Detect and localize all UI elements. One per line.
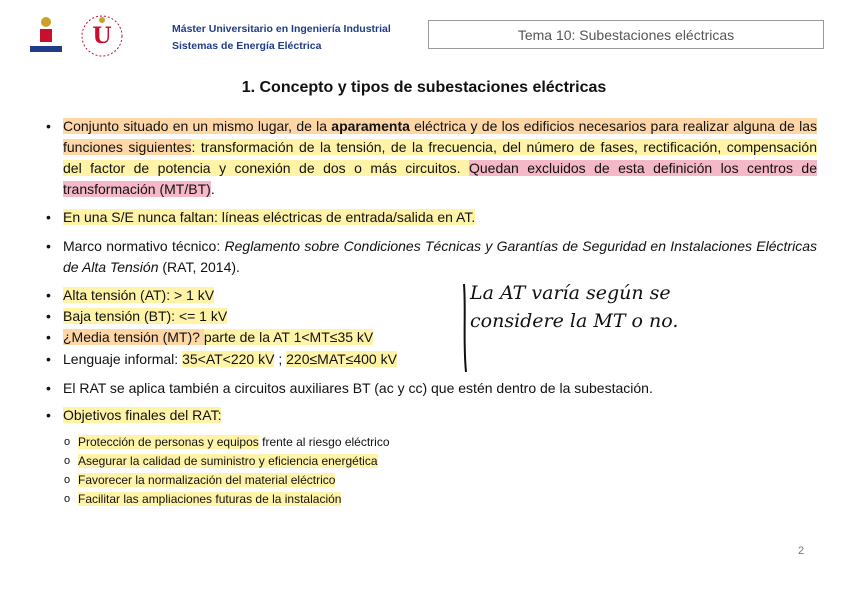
- definition-functions: : transformación de la tensión, de la frecuencia, del número de fases, rectificación, compensación del factor de potencia y conexión de dos o más circuitos.: [63, 139, 817, 176]
- regulation-name: Reglamento sobre Condiciones Técnicas y Garantías de Seguridad en Instalaciones Eléctricas de Alta Tensión: [63, 238, 817, 275]
- bullet-text: [63, 207, 817, 228]
- bullet-text: [63, 285, 463, 306]
- bullet-text: [63, 116, 817, 200]
- protection-highlight: Protección de personas y equipos: [78, 435, 259, 449]
- handwritten-note-line2: considere la MT o no.: [470, 310, 679, 332]
- definition-part-2: eléctrica y de los edificios necesarios para realizar alguna de las funciones siguientes: [63, 118, 817, 155]
- subitem-text: [78, 452, 378, 471]
- bullet-text: [63, 405, 817, 426]
- regulation-label: Marco normativo técnico:: [63, 238, 225, 254]
- at-text: Alta tensión (AT): > 1 kV: [63, 287, 215, 303]
- svg-text:U: U: [92, 23, 112, 49]
- subitem-circle: o: [64, 455, 71, 467]
- bullet-dot: •: [46, 238, 51, 254]
- bullet-text: El RAT se aplica también a circuitos auxiliares BT (ac y cc) que estén dentro de la subestación.: [63, 380, 653, 396]
- page-number: 2: [798, 545, 805, 557]
- bullet-dot: •: [46, 118, 51, 134]
- definition-exclusion: Quedan excluidos de esta definición los centros de transformación (MT/BT): [63, 160, 817, 197]
- bullet-definition: [0, 116, 848, 200]
- bullet-dot: •: [46, 308, 51, 324]
- subitem-text: [78, 471, 335, 490]
- bullet-dot: •: [46, 407, 51, 423]
- topic-box: [428, 20, 824, 49]
- bullet-dot: •: [46, 380, 51, 396]
- mt-range: parte de la AT 1<MT≤35 kV: [203, 329, 374, 345]
- subitem-circle: o: [64, 493, 71, 505]
- informal-sep: ;: [274, 351, 287, 367]
- subitem-circle: o: [64, 436, 71, 448]
- informal-mat: 220≤MAT≤400 kV: [286, 351, 397, 367]
- topic-label: Tema 10: Subestaciones eléctricas: [517, 26, 735, 43]
- bullet-text: [63, 349, 463, 370]
- course-title: Sistemas de Energía Eléctrica: [172, 40, 322, 52]
- bullet-dot: •: [46, 329, 51, 345]
- mt-question: ¿Media tensión (MT)?: [63, 329, 204, 345]
- definition-end: .: [210, 181, 215, 197]
- bullet-dot: •: [46, 209, 51, 225]
- subitem-text: [78, 433, 390, 452]
- bullet-dot: •: [46, 287, 51, 303]
- normalization-text: Favorecer la normalización del material eléctrico: [78, 473, 336, 487]
- objectives-title: Objetivos finales del RAT:: [63, 407, 222, 423]
- bullet-text: [63, 327, 463, 348]
- bullet-text: [63, 236, 817, 278]
- quality-text: Asegurar la calidad de suministro y eficiencia energética: [78, 454, 378, 468]
- regulation-code: (RAT, 2014).: [158, 259, 240, 275]
- informal-at: 35<AT<220 kV: [182, 351, 275, 367]
- program-title: Máster Universitario en Ingeniería Industrial: [172, 23, 391, 35]
- bullet-text: [63, 306, 463, 327]
- subitem-text: [78, 490, 341, 509]
- slide-title: 1. Concepto y tipos de subestaciones eléctricas: [241, 79, 607, 96]
- bt-text: Baja tensión (BT): <= 1 kV: [63, 308, 228, 324]
- informal-label: Lenguaje informal:: [63, 351, 183, 367]
- definition-aparamenta: aparamenta: [331, 118, 410, 134]
- bullet-dot: •: [46, 351, 51, 367]
- subitem-circle: o: [64, 474, 71, 486]
- university-logo: [26, 12, 138, 60]
- handwritten-note-line1: La AT varía según se: [470, 282, 671, 304]
- protection-rest: frente al riesgo eléctrico: [258, 435, 390, 449]
- expansion-text: Facilitar las ampliaciones futuras de la instalación: [78, 492, 342, 506]
- lines-text: En una S/E nunca faltan: líneas eléctricas de entrada/salida en AT.: [63, 209, 476, 225]
- definition-part-1: Conjunto situado en un mismo lugar, de la: [63, 118, 332, 134]
